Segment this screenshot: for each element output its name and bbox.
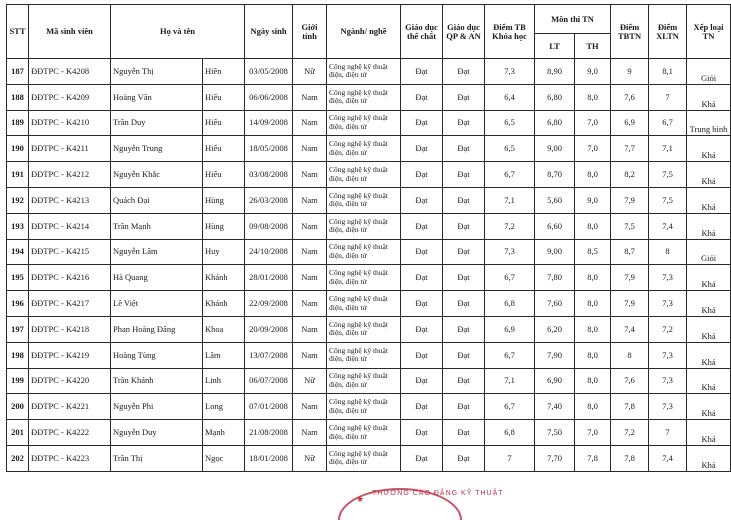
cell-defense: Đạt — [443, 239, 485, 265]
cell-dob: 14/09/2008 — [245, 110, 293, 136]
cell-xltn: 7,3 — [649, 342, 687, 368]
cell-tbtn: 7,9 — [611, 265, 649, 291]
cell-dob: 18/05/2008 — [245, 136, 293, 162]
cell-major: Công nghệ kỹ thuật điện, điện tử — [327, 316, 401, 342]
cell-xltn: 6,7 — [649, 110, 687, 136]
cell-first-name: Khoa — [203, 316, 245, 342]
cell-gender: Nam — [293, 265, 327, 291]
cell-gender: Nữ — [293, 368, 327, 394]
cell-rank: Khá — [687, 84, 731, 110]
table-row — [7, 187, 731, 213]
cell-xltn: 7,1 — [649, 136, 687, 162]
cell-major: Công nghệ kỹ thuật điện, điện tử — [327, 239, 401, 265]
cell-stt: 199 — [7, 368, 29, 394]
cell-stt: 191 — [7, 162, 29, 188]
cell-gpa: 6,7 — [485, 342, 535, 368]
cell-last-name: Hoàng Văn — [111, 84, 203, 110]
cell-major: Công nghệ kỹ thuật điện, điện tử — [327, 394, 401, 420]
seal-star-icon: ★ — [356, 494, 365, 504]
cell-rank: Khá — [687, 445, 731, 471]
cell-th: 8,0 — [575, 84, 611, 110]
cell-th: 8,0 — [575, 316, 611, 342]
seal-text: THƯỜNG CAO ĐẲNG KỸ THUẬT — [372, 490, 504, 497]
cell-th: 9,0 — [575, 59, 611, 85]
cell-dob: 28/01/2008 — [245, 265, 293, 291]
cell-student-id: ĐĐTPC - K4210 — [29, 110, 111, 136]
cell-first-name: Khánh — [203, 291, 245, 317]
table-row — [7, 84, 731, 110]
cell-last-name: Nguyễn Duy — [111, 420, 203, 446]
cell-th: 7,0 — [575, 136, 611, 162]
cell-defense: Đạt — [443, 187, 485, 213]
cell-stt: 202 — [7, 445, 29, 471]
cell-gender: Nữ — [293, 59, 327, 85]
cell-major: Công nghệ kỹ thuật điện, điện tử — [327, 368, 401, 394]
cell-tbtn: 7,4 — [611, 316, 649, 342]
cell-defense: Đạt — [443, 59, 485, 85]
cell-stt: 195 — [7, 265, 29, 291]
cell-dob: 13/07/2008 — [245, 342, 293, 368]
cell-defense: Đạt — [443, 136, 485, 162]
cell-gender: Nam — [293, 342, 327, 368]
header-lt: LT — [535, 34, 575, 59]
table-row — [7, 110, 731, 136]
header-th: TH — [575, 34, 611, 59]
cell-first-name: Khánh — [203, 265, 245, 291]
cell-xltn: 8 — [649, 239, 687, 265]
cell-first-name: Hiên — [203, 59, 245, 85]
cell-last-name: Phan Hoàng Đăng — [111, 316, 203, 342]
cell-rank: Khá — [687, 187, 731, 213]
header-major: Ngành/ nghề — [327, 5, 401, 59]
cell-pe: Đạt — [401, 342, 443, 368]
cell-pe: Đạt — [401, 291, 443, 317]
cell-dob: 09/08/2008 — [245, 213, 293, 239]
cell-tbtn: 7,6 — [611, 368, 649, 394]
cell-gpa: 6,5 — [485, 110, 535, 136]
cell-stt: 192 — [7, 187, 29, 213]
cell-major: Công nghệ kỹ thuật điện, điện tử — [327, 213, 401, 239]
cell-gpa: 6,7 — [485, 394, 535, 420]
header-dob: Ngày sinh — [245, 5, 293, 59]
cell-xltn: 7,3 — [649, 368, 687, 394]
cell-defense: Đạt — [443, 342, 485, 368]
cell-stt: 198 — [7, 342, 29, 368]
cell-lt: 6,90 — [535, 368, 575, 394]
table-row — [7, 162, 731, 188]
cell-first-name: Huy — [203, 239, 245, 265]
cell-last-name: Hoàng Tùng — [111, 342, 203, 368]
cell-lt: 7,90 — [535, 342, 575, 368]
cell-stt: 200 — [7, 394, 29, 420]
cell-tbtn: 7,8 — [611, 394, 649, 420]
cell-first-name: Mạnh — [203, 420, 245, 446]
cell-th: 8,0 — [575, 291, 611, 317]
cell-xltn: 7,5 — [649, 162, 687, 188]
cell-major: Công nghệ kỹ thuật điện, điện tử — [327, 162, 401, 188]
table-row — [7, 265, 731, 291]
cell-last-name: Trần Khánh — [111, 368, 203, 394]
cell-defense: Đạt — [443, 291, 485, 317]
cell-xltn: 7,4 — [649, 213, 687, 239]
cell-rank: Khá — [687, 316, 731, 342]
cell-gender: Nam — [293, 213, 327, 239]
cell-dob: 24/10/2008 — [245, 239, 293, 265]
cell-pe: Đạt — [401, 213, 443, 239]
cell-student-id: ĐĐTPC - K4223 — [29, 445, 111, 471]
cell-first-name: Hiếu — [203, 162, 245, 188]
cell-last-name: Nguyễn Trung — [111, 136, 203, 162]
cell-pe: Đạt — [401, 162, 443, 188]
cell-gender: Nam — [293, 84, 327, 110]
header-stt: STT — [7, 5, 29, 59]
cell-dob: 06/07/2008 — [245, 368, 293, 394]
cell-lt: 7,50 — [535, 420, 575, 446]
cell-rank: Khá — [687, 291, 731, 317]
cell-first-name: Ngọc — [203, 445, 245, 471]
header-gender: Giới tính — [293, 5, 327, 59]
cell-rank: Khá — [687, 265, 731, 291]
cell-defense: Đạt — [443, 110, 485, 136]
header-xltn: Điểm XLTN — [649, 5, 687, 59]
cell-gpa: 6,7 — [485, 265, 535, 291]
cell-major: Công nghệ kỹ thuật điện, điện tử — [327, 110, 401, 136]
cell-student-id: ĐĐTPC - K4214 — [29, 213, 111, 239]
cell-defense: Đạt — [443, 162, 485, 188]
cell-lt: 7,70 — [535, 445, 575, 471]
cell-xltn: 7 — [649, 84, 687, 110]
table-row — [7, 239, 731, 265]
cell-gender: Nam — [293, 162, 327, 188]
cell-pe: Đạt — [401, 420, 443, 446]
cell-xltn: 7,4 — [649, 445, 687, 471]
cell-pe: Đạt — [401, 187, 443, 213]
cell-th: 7,0 — [575, 110, 611, 136]
cell-defense: Đạt — [443, 84, 485, 110]
graduation-results-table — [6, 4, 731, 472]
header-tbtn: Điểm TBTN — [611, 5, 649, 59]
cell-gpa: 7,3 — [485, 59, 535, 85]
cell-student-id: ĐĐTPC - K4212 — [29, 162, 111, 188]
cell-th: 8,0 — [575, 213, 611, 239]
cell-student-id: ĐĐTPC - K4213 — [29, 187, 111, 213]
cell-rank: Khá — [687, 213, 731, 239]
cell-th: 8,0 — [575, 342, 611, 368]
cell-gpa: 7 — [485, 445, 535, 471]
cell-gender: Nam — [293, 316, 327, 342]
cell-dob: 03/05/2008 — [245, 59, 293, 85]
cell-th: 7,8 — [575, 445, 611, 471]
cell-pe: Đạt — [401, 84, 443, 110]
table-header — [7, 5, 731, 59]
cell-defense: Đạt — [443, 213, 485, 239]
cell-xltn: 7,3 — [649, 291, 687, 317]
cell-dob: 22/09/2008 — [245, 291, 293, 317]
cell-major: Công nghệ kỹ thuật điện, điện tử — [327, 84, 401, 110]
cell-defense: Đạt — [443, 420, 485, 446]
cell-student-id: ĐĐTPC - K4215 — [29, 239, 111, 265]
cell-gender: Nam — [293, 291, 327, 317]
cell-dob: 26/03/2008 — [245, 187, 293, 213]
cell-th: 7,0 — [575, 420, 611, 446]
cell-pe: Đạt — [401, 59, 443, 85]
cell-student-id: ĐĐTPC - K4217 — [29, 291, 111, 317]
cell-tbtn: 8 — [611, 342, 649, 368]
cell-major: Công nghệ kỹ thuật điện, điện tử — [327, 187, 401, 213]
header-gpa: Điểm TB Khóa học — [485, 5, 535, 59]
cell-stt: 193 — [7, 213, 29, 239]
cell-major: Công nghệ kỹ thuật điện, điện tử — [327, 342, 401, 368]
cell-xltn: 7,3 — [649, 265, 687, 291]
cell-tbtn: 7,9 — [611, 187, 649, 213]
cell-tbtn: 8,7 — [611, 239, 649, 265]
cell-major: Công nghệ kỹ thuật điện, điện tử — [327, 420, 401, 446]
cell-gpa: 7,1 — [485, 368, 535, 394]
cell-gpa: 7,3 — [485, 239, 535, 265]
cell-lt: 9,00 — [535, 136, 575, 162]
table-row — [7, 291, 731, 317]
cell-student-id: ĐĐTPC - K4220 — [29, 368, 111, 394]
cell-lt: 7,60 — [535, 291, 575, 317]
cell-last-name: Nguyễn Lâm — [111, 239, 203, 265]
cell-major: Công nghệ kỹ thuật điện, điện tử — [327, 445, 401, 471]
cell-pe: Đạt — [401, 394, 443, 420]
header-full-name: Họ và tên — [111, 5, 245, 59]
cell-gender: Nam — [293, 110, 327, 136]
cell-first-name: Hùng — [203, 213, 245, 239]
cell-pe: Đạt — [401, 265, 443, 291]
cell-tbtn: 6,9 — [611, 110, 649, 136]
header-defense: Giáo dục QP & AN — [443, 5, 485, 59]
document-sheet — [6, 4, 728, 484]
cell-pe: Đạt — [401, 368, 443, 394]
cell-lt: 6,80 — [535, 84, 575, 110]
cell-th: 8,0 — [575, 265, 611, 291]
cell-lt: 7,40 — [535, 394, 575, 420]
table-row — [7, 136, 731, 162]
table-row — [7, 445, 731, 471]
cell-last-name: Trần Thị — [111, 445, 203, 471]
cell-rank: Giỏi — [687, 59, 731, 85]
cell-last-name: Lê Việt — [111, 291, 203, 317]
cell-lt: 9,00 — [535, 239, 575, 265]
cell-xltn: 7 — [649, 420, 687, 446]
table-row — [7, 316, 731, 342]
cell-lt: 5,60 — [535, 187, 575, 213]
cell-last-name: Nguyễn Khắc — [111, 162, 203, 188]
cell-gpa: 6,9 — [485, 316, 535, 342]
header-exam-group: Môn thi TN — [535, 5, 611, 34]
cell-lt: 6,80 — [535, 110, 575, 136]
cell-defense: Đạt — [443, 368, 485, 394]
cell-dob: 20/09/2008 — [245, 316, 293, 342]
cell-dob: 21/08/2008 — [245, 420, 293, 446]
cell-student-id: ĐĐTPC - K4219 — [29, 342, 111, 368]
cell-stt: 194 — [7, 239, 29, 265]
header-student-id: Mã sinh viên — [29, 5, 111, 59]
cell-stt: 188 — [7, 84, 29, 110]
cell-student-id: ĐĐTPC - K4211 — [29, 136, 111, 162]
cell-tbtn: 9 — [611, 59, 649, 85]
cell-pe: Đạt — [401, 316, 443, 342]
cell-major: Công nghệ kỹ thuật điện, điện tử — [327, 265, 401, 291]
cell-lt: 6,60 — [535, 213, 575, 239]
cell-dob: 07/01/2008 — [245, 394, 293, 420]
cell-first-name: Hiếu — [203, 136, 245, 162]
cell-rank: Khá — [687, 136, 731, 162]
cell-rank: Trung bình — [687, 110, 731, 136]
cell-stt: 197 — [7, 316, 29, 342]
cell-gender: Nam — [293, 136, 327, 162]
cell-stt: 201 — [7, 420, 29, 446]
cell-student-id: ĐĐTPC - K4221 — [29, 394, 111, 420]
cell-dob: 03/08/2008 — [245, 162, 293, 188]
cell-lt: 8,70 — [535, 162, 575, 188]
cell-gpa: 6,8 — [485, 420, 535, 446]
cell-first-name: Long — [203, 394, 245, 420]
cell-defense: Đạt — [443, 316, 485, 342]
cell-gpa: 6,8 — [485, 291, 535, 317]
cell-defense: Đạt — [443, 265, 485, 291]
cell-xltn: 7,3 — [649, 394, 687, 420]
cell-major: Công nghệ kỹ thuật điện, điện tử — [327, 136, 401, 162]
table-row — [7, 368, 731, 394]
cell-last-name: Trần Duy — [111, 110, 203, 136]
header-rank: Xếp loại TN — [687, 5, 731, 59]
cell-pe: Đạt — [401, 110, 443, 136]
cell-tbtn: 7,2 — [611, 420, 649, 446]
cell-last-name: Nguyễn Thị — [111, 59, 203, 85]
cell-xltn: 8,1 — [649, 59, 687, 85]
cell-xltn: 7,5 — [649, 187, 687, 213]
cell-rank: Khá — [687, 420, 731, 446]
cell-th: 8,0 — [575, 394, 611, 420]
cell-lt: 7,80 — [535, 265, 575, 291]
cell-th: 8,0 — [575, 162, 611, 188]
cell-first-name: Linh — [203, 368, 245, 394]
cell-tbtn: 7,8 — [611, 445, 649, 471]
table-row — [7, 213, 731, 239]
table-row — [7, 342, 731, 368]
cell-rank: Khá — [687, 394, 731, 420]
cell-student-id: ĐĐTPC - K4208 — [29, 59, 111, 85]
table-body — [7, 59, 731, 472]
cell-stt: 190 — [7, 136, 29, 162]
cell-last-name: Nguyễn Phi — [111, 394, 203, 420]
cell-rank: Khá — [687, 368, 731, 394]
cell-rank: Khá — [687, 342, 731, 368]
cell-gpa: 6,4 — [485, 84, 535, 110]
cell-rank: Giỏi — [687, 239, 731, 265]
cell-rank: Khá — [687, 162, 731, 188]
table-row — [7, 394, 731, 420]
cell-first-name: Hùng — [203, 187, 245, 213]
cell-student-id: ĐĐTPC - K4218 — [29, 316, 111, 342]
cell-stt: 189 — [7, 110, 29, 136]
cell-th: 8,0 — [575, 368, 611, 394]
cell-first-name: Hiếu — [203, 110, 245, 136]
cell-tbtn: 7,6 — [611, 84, 649, 110]
cell-tbtn: 7,7 — [611, 136, 649, 162]
cell-pe: Đạt — [401, 239, 443, 265]
cell-first-name: Hiếu — [203, 84, 245, 110]
cell-dob: 06/06/2008 — [245, 84, 293, 110]
cell-gender: Nam — [293, 420, 327, 446]
cell-tbtn: 7,5 — [611, 213, 649, 239]
header-pe: Giáo dục thể chất — [401, 5, 443, 59]
cell-gender: Nam — [293, 187, 327, 213]
cell-gpa: 6,7 — [485, 162, 535, 188]
table-row — [7, 59, 731, 85]
cell-th: 9,0 — [575, 187, 611, 213]
cell-stt: 187 — [7, 59, 29, 85]
cell-gender: Nam — [293, 394, 327, 420]
cell-gender: Nữ — [293, 445, 327, 471]
cell-gpa: 6,5 — [485, 136, 535, 162]
cell-defense: Đạt — [443, 445, 485, 471]
cell-th: 8,5 — [575, 239, 611, 265]
cell-student-id: ĐĐTPC - K4216 — [29, 265, 111, 291]
cell-tbtn: 7,9 — [611, 291, 649, 317]
cell-gender: Nam — [293, 239, 327, 265]
cell-lt: 8,90 — [535, 59, 575, 85]
table-row — [7, 420, 731, 446]
cell-xltn: 7,2 — [649, 316, 687, 342]
cell-gpa: 7,1 — [485, 187, 535, 213]
cell-gpa: 7,2 — [485, 213, 535, 239]
cell-pe: Đạt — [401, 445, 443, 471]
cell-stt: 196 — [7, 291, 29, 317]
cell-last-name: Trần Mạnh — [111, 213, 203, 239]
cell-major: Công nghệ kỹ thuật điện, điện tử — [327, 59, 401, 85]
cell-defense: Đạt — [443, 394, 485, 420]
cell-student-id: ĐĐTPC - K4222 — [29, 420, 111, 446]
cell-dob: 18/01/2008 — [245, 445, 293, 471]
cell-student-id: ĐĐTPC - K4209 — [29, 84, 111, 110]
cell-last-name: Quách Đại — [111, 187, 203, 213]
cell-pe: Đạt — [401, 136, 443, 162]
cell-last-name: Hà Quang — [111, 265, 203, 291]
cell-major: Công nghệ kỹ thuật điện, điện tử — [327, 291, 401, 317]
cell-first-name: Lâm — [203, 342, 245, 368]
cell-tbtn: 8,2 — [611, 162, 649, 188]
cell-lt: 6,20 — [535, 316, 575, 342]
